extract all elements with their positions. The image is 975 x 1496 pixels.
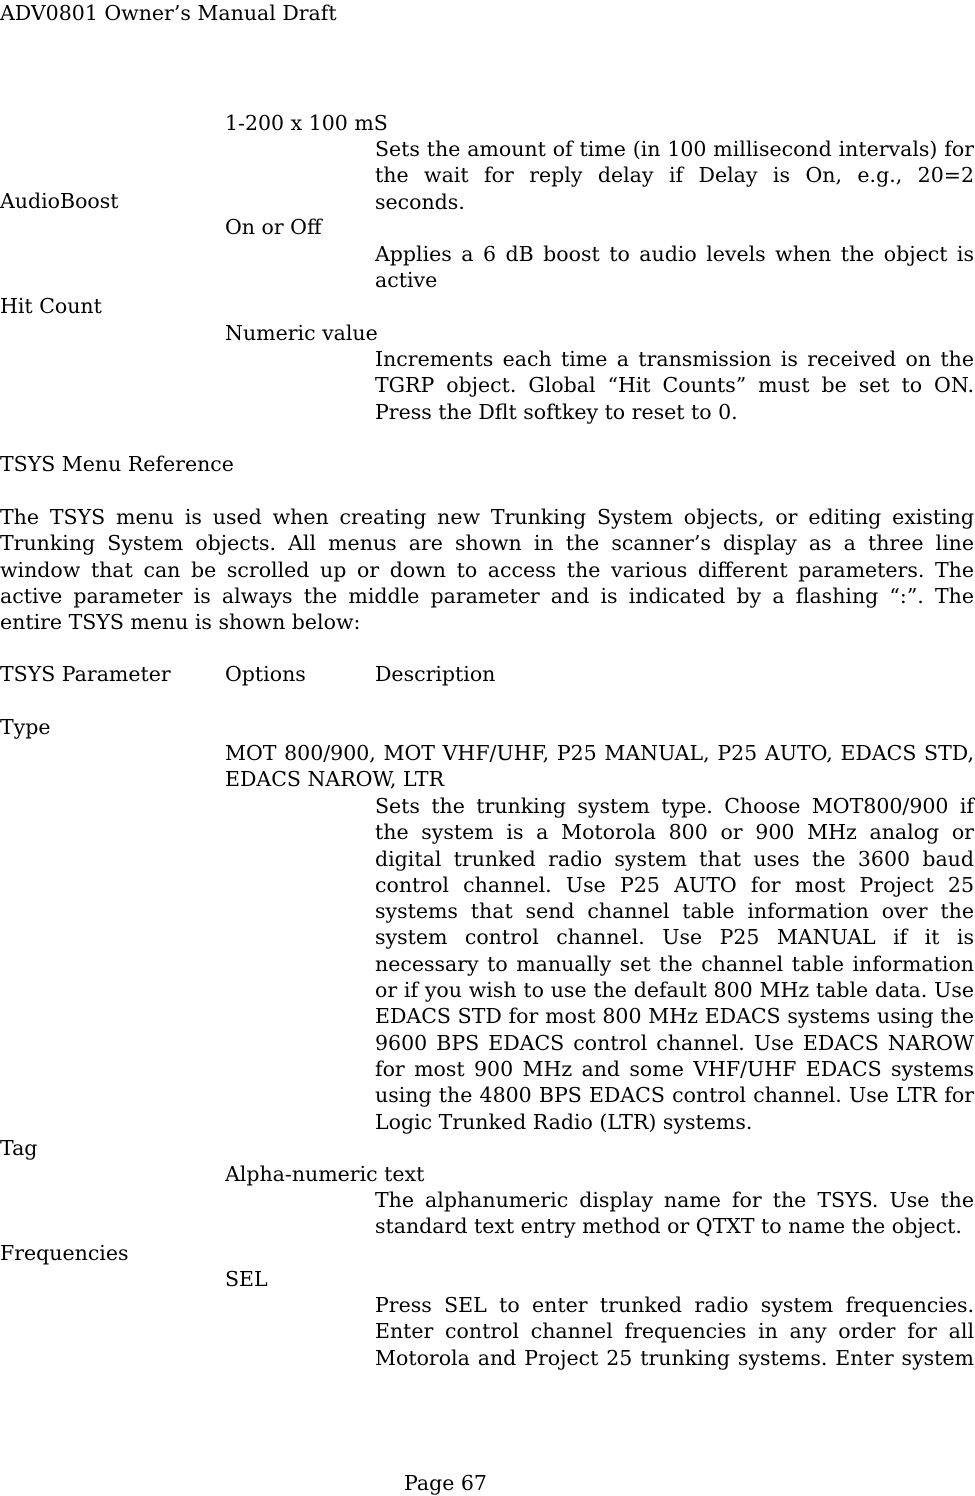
column-header-param: TSYS Parameter [0,662,171,686]
tag-param: Tag [0,1136,38,1160]
intro-paragraph: The TSYS menu is used when creating new Trunking System objects, or editing existing Trunking System objects. All menus are shown in the scanner’s display as a three line window that can be scrolled up or down to access the various different parameters. The active parameter is always the middle parameter and is indicated by a flashing “:”. The entire TSYS menu is shown below: [0,505,974,635]
delay-option: 1-200 x 100 mS [225,111,388,135]
frequencies-description: Press SEL to enter trunked radio system frequencies. Enter control channel frequencies in any order for all Motorola and Project 25 trunking systems. Enter system [375,1293,974,1370]
hit-count-description: Increments each time a transmission is received on the TGRP object. Global “Hit Counts” must be set to ON. Press the Dflt softkey to reset to 0. [375,347,974,424]
audioboost-description: Applies a 6 dB boost to audio levels when the object is active [375,242,974,293]
delay-description: Sets the amount of time (in 100 millisecond intervals) for the wait for reply delay if Delay is On, e.g., 20=2 seconds. [375,137,974,214]
type-param: Type [0,715,51,739]
page-header: ADV0801 Owner’s Manual Draft [0,1,337,25]
section-heading: TSYS Menu Reference [0,452,234,476]
tag-description: The alphanumeric display name for the TSYS. Use the standard text entry method or QTXT to name the object. [375,1188,974,1239]
column-header-options: Options [225,662,306,686]
tag-option: Alpha-numeric text [225,1162,425,1186]
hit-count-param: Hit Count [0,294,102,318]
frequencies-param: Frequencies [0,1241,129,1265]
hit-count-option: Numeric value [225,321,378,345]
audioboost-option: On or Off [225,215,322,239]
page-number: Page 67 [404,1471,487,1495]
type-option: MOT 800/900, MOT VHF/UHF, P25 MANUAL, P25 AUTO, EDACS STD, EDACS NAROW, LTR [225,741,974,792]
frequencies-option: SEL [225,1267,268,1291]
audioboost-param: AudioBoost [0,189,119,213]
type-description: Sets the trunking system type. Choose MOT800/900 if the system is a Motorola 800 or 900 MHz analog or digital trunked radio system that uses the 3600 baud control channel. Use P25 AUTO for most Project 25 systems that send channel table information over the system control channel. Use P25 MANUAL if it is necessary to manually set the channel table information or if you wish to use the default 800 MHz table data. Use EDACS STD for most 800 MHz EDACS systems using the 9600 BPS EDACS control channel. Use EDACS NAROW for most 900 MHz and some VHF/UHF EDACS systems using the 4800 BPS EDACS control channel. Use LTR for Logic Trunked Radio (LTR) systems. [375,794,974,1134]
column-header-description: Description [375,662,496,686]
